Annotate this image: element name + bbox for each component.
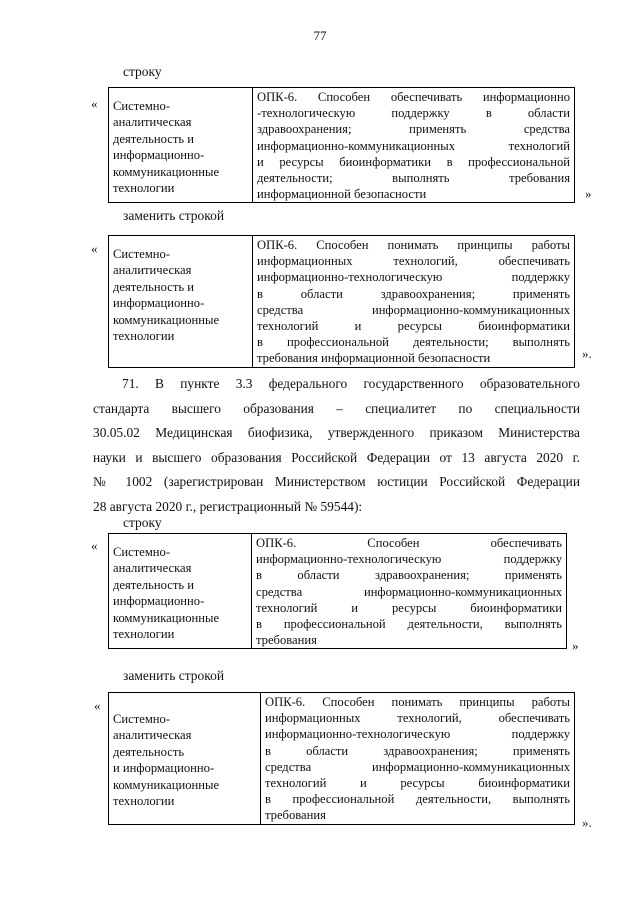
cell-line: ОПК-6. Способен понимать принципы работы xyxy=(257,238,570,252)
cell-line: информационно-технологическую поддержку xyxy=(256,552,562,567)
paragraph-line: 28 августа 2020 г., регистрационный № 59544): xyxy=(93,498,363,514)
block4-intro: заменить строкой xyxy=(123,668,225,683)
cell-line: средства информационно-коммуникационных xyxy=(256,584,562,599)
cell-line: требования информационной безопасности xyxy=(257,351,491,366)
paragraph-line: науки и высшего образования Российской Федерации от 13 августа 2020 г. xyxy=(93,449,580,465)
cell-line: ОПК-6. Способен обеспечивать информационно xyxy=(257,90,570,104)
paragraph-line: 71. В пункте 3.3 федерального государственного образовательного xyxy=(122,376,580,391)
paragraph-line: 30.05.02 Медицинская биофизика, утвержденного приказом Министерства xyxy=(93,425,580,440)
cell-line: Системно- xyxy=(113,712,171,726)
block1-intro: строку xyxy=(123,64,162,79)
cell-line: Системно- xyxy=(113,545,171,559)
cell-line: коммуникационные xyxy=(113,164,220,179)
cell-line: информационной безопасности xyxy=(257,187,427,202)
cell-line: деятельность xyxy=(113,744,185,759)
cell-line: информационных технологий, обеспечивать xyxy=(257,254,570,269)
cell-line: коммуникационные xyxy=(113,610,220,625)
block4-open-quote: « xyxy=(94,698,101,713)
table-row xyxy=(109,236,575,368)
paragraph-line: стандарта высшего образования – специалитет по специальности xyxy=(93,400,580,416)
cell-line: средства информационно-коммуникационных xyxy=(265,759,570,774)
block2-competency-cell xyxy=(253,236,575,368)
cell-line: в профессиональной деятельности; выполнять xyxy=(257,335,570,350)
cell-line: информационно- xyxy=(113,296,205,311)
cell-line: требования xyxy=(256,633,317,648)
block2-close-quote: ». xyxy=(582,346,592,361)
cell-line: деятельность и xyxy=(113,279,194,294)
cell-line: и информационно- xyxy=(113,761,215,776)
cell-line: в области здравоохранения; применять xyxy=(265,743,570,758)
block2-table xyxy=(108,235,575,368)
cell-line: в области здравоохранения; применять xyxy=(256,568,562,583)
block4-competency-cell xyxy=(261,693,575,825)
block4-close-quote: ». xyxy=(582,815,592,830)
block1-category-cell xyxy=(109,88,253,203)
block3-table xyxy=(108,533,567,649)
cell-line: технологии xyxy=(113,181,175,196)
block1-close-quote: » xyxy=(585,186,592,201)
cell-line: технологий и ресурсы биоинформатики xyxy=(257,319,570,334)
table-row xyxy=(109,534,567,649)
block4-table xyxy=(108,692,575,825)
cell-line: ОПК-6. Способен понимать принципы работы xyxy=(265,695,570,709)
block1-open-quote: « xyxy=(91,96,98,111)
block1-table xyxy=(108,87,575,203)
cell-line: информационно-технологическую поддержку xyxy=(265,727,570,742)
paragraph-line: № 1002 (зарегистрирован Министерством юстиции Российской Федерации xyxy=(93,474,580,489)
cell-line: деятельность и xyxy=(113,577,194,592)
cell-line: в профессиональной деятельности, выполнять xyxy=(256,617,562,632)
cell-line: и ресурсы биоинформатики в профессиональной xyxy=(257,154,570,169)
cell-line: в области здравоохранения; применять xyxy=(257,286,570,301)
cell-line: технологий и ресурсы биоинформатики xyxy=(256,600,562,615)
cell-line: информационно-технологическую поддержку xyxy=(257,270,570,285)
cell-line: коммуникационные xyxy=(113,777,220,792)
cell-line: информационно- xyxy=(113,148,205,163)
block2-intro: заменить строкой xyxy=(123,208,225,223)
page-number: 77 xyxy=(313,28,327,43)
cell-line: деятельности; выполнять требования xyxy=(257,171,570,186)
table-row xyxy=(109,88,575,203)
cell-line: требования xyxy=(265,808,326,823)
cell-line: технологии xyxy=(113,329,175,344)
cell-line: информационно- xyxy=(113,594,205,609)
block3-close-quote: » xyxy=(572,638,579,653)
block4-category-cell xyxy=(109,693,261,825)
block2-category-cell xyxy=(109,236,253,368)
cell-line: средства информационно-коммуникационных xyxy=(257,302,570,317)
cell-line: аналитическая xyxy=(113,115,192,130)
cell-line: Системно- xyxy=(113,247,171,261)
cell-line: деятельность и xyxy=(113,131,194,146)
cell-line: здравоохранения; применять средства xyxy=(257,122,570,137)
cell-line: Системно- xyxy=(113,99,171,113)
cell-line: -технологическую поддержку в области xyxy=(257,106,570,121)
cell-line: технологий и ресурсы биоинформатики xyxy=(265,776,570,791)
table-row xyxy=(109,693,575,825)
cell-line: информационных технологий, обеспечивать xyxy=(265,711,570,726)
block2-open-quote: « xyxy=(91,241,98,256)
block3-open-quote: « xyxy=(91,538,98,553)
block3-intro: строку xyxy=(123,515,162,530)
cell-line: в профессиональной деятельности, выполнять xyxy=(265,792,570,807)
block1-competency-cell xyxy=(253,88,575,203)
cell-line: технологии xyxy=(113,627,175,642)
cell-line: информационно-коммуникационных технологий xyxy=(257,138,570,153)
cell-line: технологии xyxy=(113,794,175,809)
block3-competency-cell xyxy=(252,534,567,649)
cell-line: коммуникационные xyxy=(113,312,220,327)
cell-line: ОПК-6. Способен обеспечивать xyxy=(256,536,562,550)
paragraph-71 xyxy=(93,372,580,519)
cell-line: аналитическая xyxy=(113,728,192,743)
cell-line: аналитическая xyxy=(113,263,192,278)
block3-category-cell xyxy=(109,534,252,649)
cell-line: аналитическая xyxy=(113,561,192,576)
